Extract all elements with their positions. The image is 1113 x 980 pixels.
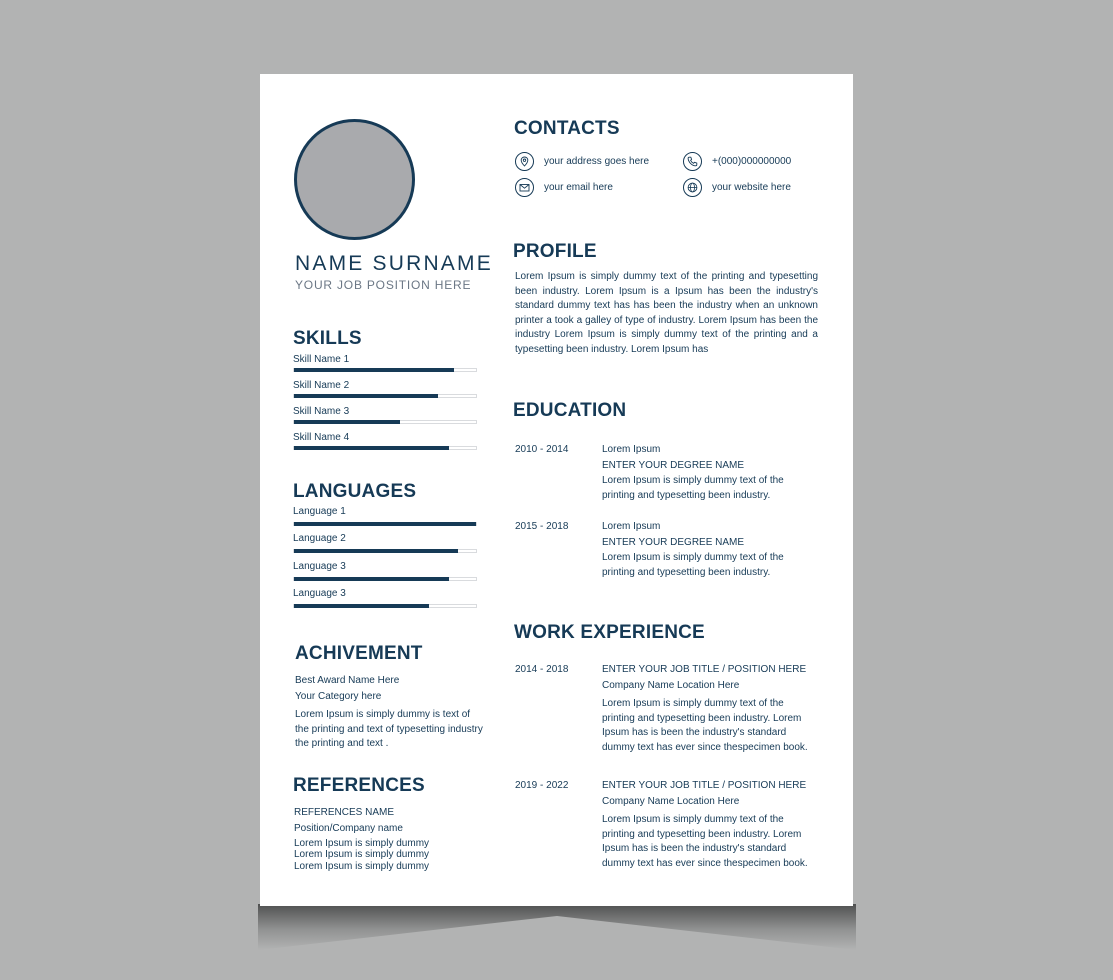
skills-heading: SKILLS [293, 328, 362, 349]
language-label-2: Language 2 [293, 533, 346, 544]
work-description-1: Lorem Ipsum is simply dummy text of the printing and typesetting been industry. Lorem Ipsum has is been the industry's standard dummy text has ever since thespecimen book. [602, 698, 808, 753]
education-school-1: Lorem Ipsum [602, 444, 661, 455]
education-description-1: Lorem Ipsum is simply dummy text of the printing and typesetting been industry. [602, 475, 784, 501]
education-degree-1: ENTER YOUR DEGREE NAME [602, 460, 745, 471]
references-heading: REFERENCES [293, 775, 425, 796]
location-pin-icon [515, 152, 534, 171]
language-bar-4 [293, 604, 477, 608]
skill-bar-1 [293, 368, 477, 372]
reference-line-2: Lorem Ipsum is simply dummy [294, 849, 430, 860]
work-company-2: Company Name Location Here [602, 796, 740, 807]
contact-phone: +(000)000000000 [712, 156, 792, 167]
envelope-icon [515, 178, 534, 197]
education-years-1: 2010 - 2014 [515, 444, 569, 455]
award-name: Best Award Name Here [295, 675, 400, 686]
contact-email: your email here [544, 182, 613, 193]
work-job-title-2: ENTER YOUR JOB TITLE / POSITION HERE [602, 780, 807, 791]
achievement-heading: ACHIVEMENT [295, 643, 423, 664]
achievement-description: Lorem Ipsum is simply dummy is text of the printing and text of typesetting industry the printing and text . [295, 709, 483, 750]
contact-address: your address goes here [544, 156, 650, 167]
skill-label-4: Skill Name 4 [293, 432, 350, 443]
skill-label-3: Skill Name 3 [293, 406, 350, 417]
education-description-2: Lorem Ipsum is simply dummy text of the printing and typesetting been industry. [602, 552, 784, 578]
work-company-1: Company Name Location Here [602, 680, 740, 691]
skill-label-1: Skill Name 1 [293, 354, 350, 365]
language-label-3: Language 3 [293, 561, 346, 572]
skill-bar-2 [293, 394, 477, 398]
skill-bar-4 [293, 446, 477, 450]
work-job-title-1: ENTER YOUR JOB TITLE / POSITION HERE [602, 664, 807, 675]
reference-name: REFERENCES NAME [294, 807, 395, 818]
award-category: Your Category here [295, 691, 382, 702]
language-bar-fill-4 [294, 604, 429, 608]
globe-icon [683, 178, 702, 197]
work-description-2: Lorem Ipsum is simply dummy text of the printing and typesetting been industry. Lorem Ipsum has is been the industry's standard dummy text has ever since thespecimen book. [602, 814, 808, 869]
work-years-1: 2014 - 2018 [515, 664, 569, 675]
phone-icon [683, 152, 702, 171]
job-position: YOUR JOB POSITION HERE [295, 278, 472, 292]
reference-position: Position/Company name [294, 823, 403, 834]
language-bar-1 [293, 522, 477, 526]
profile-text: Lorem Ipsum is simply dummy text of the printing and typesetting been industry. Lorem Ipsum is a Ipsum has been the industry's standard dummy text has has been the industry when an unknown printer a took a galley of type of industry. Lorem Ipsum has been the industry Lorem Ipsum is simply dummy text of the printing and a typesetting been industry. Lorem Ipsum has [515, 271, 818, 355]
contact-website: your website here [712, 182, 791, 193]
education-degree-2: ENTER YOUR DEGREE NAME [602, 537, 745, 548]
skill-bar-fill-2 [294, 394, 438, 398]
education-heading: EDUCATION [513, 400, 627, 421]
language-bar-fill-1 [294, 522, 476, 526]
reference-line-1: Lorem Ipsum is simply dummy [294, 838, 430, 849]
profile-photo-placeholder [294, 119, 415, 240]
skill-bar-fill-3 [294, 420, 400, 424]
page-shadow [258, 904, 856, 950]
language-bar-fill-2 [294, 549, 458, 553]
languages-heading: LANGUAGES [293, 481, 417, 502]
reference-line-3: Lorem Ipsum is simply dummy [294, 861, 430, 872]
resume-page [260, 74, 853, 906]
education-school-2: Lorem Ipsum [602, 521, 661, 532]
profile-heading: PROFILE [513, 241, 597, 262]
skill-label-2: Skill Name 2 [293, 380, 350, 391]
skill-bar-fill-1 [294, 368, 454, 372]
skill-bar-fill-4 [294, 446, 449, 450]
language-bar-fill-3 [294, 577, 449, 581]
language-bar-2 [293, 549, 477, 553]
full-name: NAME SURNAME [295, 252, 493, 275]
language-label-4: Language 3 [293, 588, 346, 599]
work-experience-heading: WORK EXPERIENCE [514, 622, 705, 643]
education-years-2: 2015 - 2018 [515, 521, 569, 532]
work-years-2: 2019 - 2022 [515, 780, 569, 791]
language-label-1: Language 1 [293, 506, 346, 517]
skill-bar-3 [293, 420, 477, 424]
contacts-heading: CONTACTS [514, 118, 620, 139]
language-bar-3 [293, 577, 477, 581]
